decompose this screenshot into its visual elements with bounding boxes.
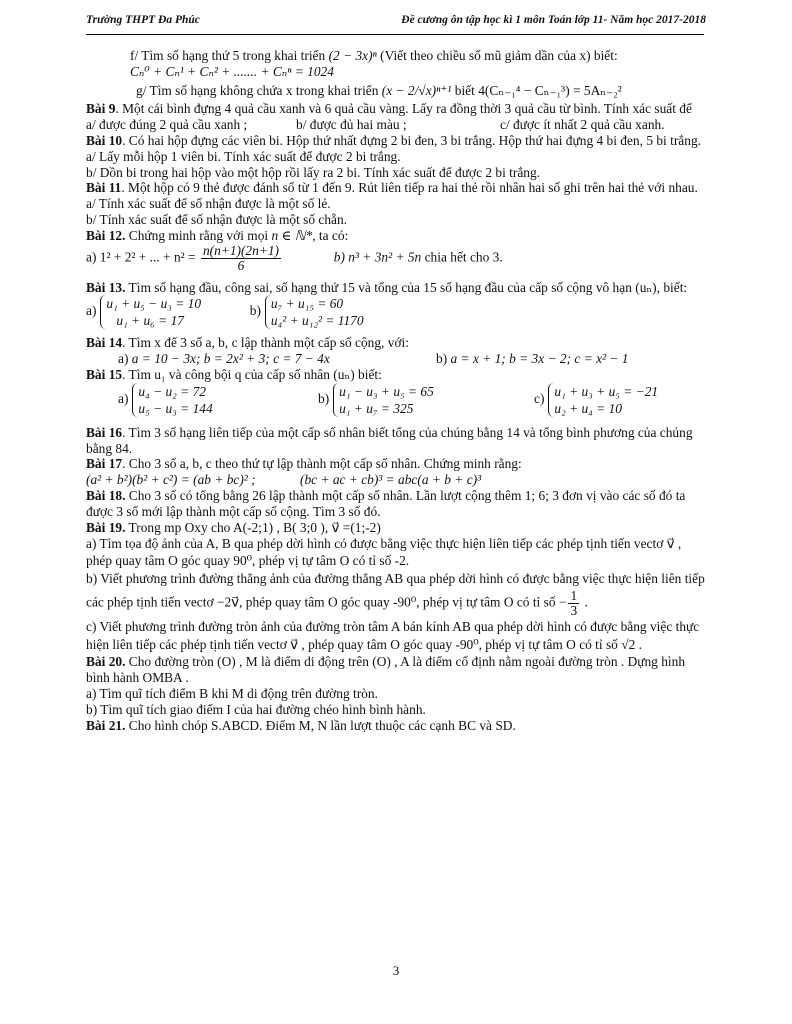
exercise-9 [86,101,708,117]
item-g-tail: biết 4(Cₙ₋₁⁴ − Cₙ₋₁³) = 5Aₙ₋₂² [454,82,622,98]
item-g-expr: (x − 2/√x)ⁿ⁺¹ [381,82,452,98]
exercise-14-a: a = 10 − 3x; b = 2x² + 3; c = 7 − 4x [131,351,330,367]
exercise-19-label: Bài 19. [86,519,126,535]
item-f-tail: (Viết theo chiều số mũ giảm dần của x) biết: [380,48,618,63]
exercise-19-b-fraction [568,589,579,618]
exercise-9-c: c/ được ít nhất 2 quả cầu xanh. [500,117,665,133]
exercise-15-c-system [548,383,658,417]
exercise-13-a-eq1: u₁ + u₅ − u₃ = 10 [106,296,202,312]
exercise-17-eq1: (a² + b²)(b² + c²) = (ab + bc)² ; [86,472,256,488]
exercise-12-tail: , ta có: [312,227,349,243]
exercise-12-b: b) n³ + 3n² + 5n [333,249,422,265]
exercise-14-label: Bài 14 [86,335,123,351]
header-school: Trường THPT Đa Phúc [86,14,200,26]
exercise-14-text: . Tìm x để 3 số a, b, c lập thành một cấp số cộng, với: [122,335,409,351]
header-rule [86,34,704,35]
exercise-19-b: b) Viết phương trình đường thẳng ảnh của đường thẳng AB qua phép dời hình có được bằng việc thực hiện liên tiếp các phép tịnh tiến vectơ −2v⃗, phép quay tâm O góc quay -90⁰, phép vị tự tâm O có tỉ số − $\frac{1}{3}$ . [86,571,705,619]
page-header [86,14,706,26]
exercise-12-parts [86,244,708,280]
exercise-21 [86,718,708,734]
exercise-16-label: Bài 16 [86,424,123,440]
exercise-12-label: Bài 12. [86,227,126,243]
exercise-18 [86,488,708,520]
exercise-13-label: Bài 13. [86,279,126,295]
exercise-17 [86,456,708,472]
exercise-12 [86,228,708,244]
exercise-9-text: . Một cái bình đựng 4 quả cầu xanh và 6 quả cầu vàng. Lấy ra đồng thời 3 quả cầu từ bình. Tính xác suất để [115,101,692,117]
exercise-17-label: Bài 17 [86,456,123,472]
exercise-15-b-system [333,383,434,417]
exercise-19-b-denominator: 3 [570,603,578,619]
exercise-10-label: Bài 10 [86,132,123,148]
exercise-12-set: n ∈ ℕ* [271,227,313,243]
exercise-17-equations [86,472,708,488]
exercise-20-text: Cho đường tròn (O) , M là điểm di động trên (O) , A là điểm cố định nằm ngoài đường tròn . Dựng hình bình hành OMBA . [86,654,686,686]
exercise-13 [86,280,708,296]
exercise-15-label: Bài 15 [86,366,123,382]
exercise-12-a-lhs: a) 1² + 2² + ... + n² = [86,249,196,265]
exercise-12-a-numerator: n(n+1)(2n+1) [202,242,280,258]
exercise-9-options [86,117,708,133]
exercise-10 [86,133,708,149]
exercise-15-a-eq1: u₄ − u₂ = 72 [138,383,206,399]
exercise-19-text: Trong mp Oxy cho A(-2;1) , B( 3;0 ), v⃗ =(1;-2) [128,519,381,535]
exercise-14-b: a = x + 1; b = 3x − 2; c = x² − 1 [450,351,629,367]
exercise-15-c-eq1: u₁ + u₃ + u₅ = −21 [554,383,659,399]
exercise-15-text: . Tìm u₁ và công bội q của cấp số nhân (uₙ) biết: [122,366,382,382]
item-f-text: f/ Tìm số hạng thứ 5 trong khai triển [130,48,326,63]
item-f-expr: (2 − 3x)ⁿ [328,48,377,63]
exercise-13-b-eq1: u₇ + u₁₅ = 60 [270,296,344,312]
exercise-15 [86,367,708,383]
exercise-13-systems: a) u₁ + u₅ − u₃ = 10 u₁ + u₆ = 17 b) u₇ + u₁₅ = 60 u₄² + u₁₂² = 1170 [86,296,364,329]
exercise-14 [86,335,708,351]
exercise-13-b-eq2: u₄² + u₁₂² = 1170 [270,313,364,329]
exercise-21-text: Cho hình chóp S.ABCD. Điểm M, N lần lượt thuộc các cạnh BC và SD. [128,717,516,733]
exercise-19-b-numerator: 1 [570,588,578,604]
exercise-20-a: a) Tìm quĩ tích điểm B khi M di động trên đường tròn. [86,685,378,701]
item-f-condition: Cₙ⁰ + Cₙ¹ + Cₙ² + ....... + Cₙⁿ = 1024 [130,63,334,79]
exercise-13-b-system [265,295,364,329]
exercise-17-eq2: (bc + ac + cb)³ = abc(a + b + c)³ [300,472,482,488]
document-body [86,48,708,733]
exercise-11 [86,180,708,196]
exercise-18-label: Bài 18. [86,487,126,503]
exercise-16-text: . Tìm 3 số hạng liên tiếp của một cấp số nhân biết tổng của chúng bằng 14 và tổng bình phương của chúng bằng 84. [86,424,693,456]
exercise-12-text: Chứng minh rằng với mọi [128,227,269,243]
exercise-15-systems: a) u₄ − u₂ = 72 u₅ − u₃ = 144b) u₁ − u₃ + u₅ = 65 u₁ + u₇ = 325c) u₁ + u₃ + u₅ = −21 u₂ + u₄ = 10 [118,383,659,416]
item-f [86,48,708,64]
exercise-19 [86,520,708,536]
exercise-12-a-fraction [201,244,281,273]
exercise-20-label: Bài 20. [86,654,126,670]
exercise-21-label: Bài 21. [86,717,126,733]
exercise-15-b-eq2: u₁ + u₇ = 325 [339,400,414,416]
item-g [86,83,708,99]
exercise-10-text: . Có hai hộp đựng các viên bi. Hộp thứ nhất đựng 2 bi đen, 3 bi trắng. Hộp thứ hai đựng 4 bi đen, 5 bi trắng. [122,132,701,148]
exercise-12-a-denominator: 6 [237,257,245,273]
exercise-11-b: b/ Tính xác suất để số nhận được là một số chẵn. [86,211,348,227]
exercise-15-a-eq2: u₅ − u₃ = 144 [138,400,213,416]
page-number: 3 [392,963,400,978]
exercise-9-b: b/ được đủ hai màu ; [296,117,407,133]
exercise-16 [86,425,708,457]
exercise-10-a: a/ Lấy mỗi hộp 1 viên bi. Tính xác suất để được 2 bi trắng. [86,148,401,164]
exercise-12-b-tail: chia hết cho 3. [424,249,503,265]
exercise-10-b: b/ Dồn bi trong hai hộp vào một hộp rồi lấy ra 2 bi. Tính xác suất để được 2 bi trắng. [86,164,541,180]
exercise-11-text: . Một hộp có 9 thẻ được đánh số từ 1 đến 9. Rút liên tiếp ra hai thẻ rồi nhân hai số ghi trên hai thẻ với nhau. [121,180,698,196]
exercise-19-c: c) Viết phương trình đường tròn ảnh của đường tròn tâm A bán kính AB qua phép dời hình có được bằng việc thực hiện liên tiếp các phép tịnh tiến vectơ v⃗ , phép quay tâm O góc quay -90⁰, phép vị tự tâm O có tỉ số √2 . [86,619,700,653]
exercise-18-text: Cho 3 số có tổng bằng 26 lập thành một cấp số nhân. Lần lượt cộng thêm 1; 6; 3 đơn vị vào các số đó ta được 3 số mới lập thành một cấp số cộng. Tìm 3 số đó. [86,487,686,519]
exercise-13-text: Tìm số hạng đầu, công sai, số hạng thứ 15 và tổng của 15 số hạng đầu của cấp số cộng vô hạn (uₙ), biết: [128,279,688,295]
exercise-11-a: a/ Tính xác suất để số nhận được là một số lẻ. [86,196,331,212]
exercise-9-a: a/ được đúng 2 quả cầu xanh ; [86,117,248,133]
item-g-text: g/ Tìm số hạng không chứa x trong khai triển [136,82,379,98]
exercise-13-a-system [100,295,201,329]
exercise-15-b-eq1: u₁ − u₃ + u₅ = 65 [339,383,434,399]
exercise-19-a: a) Tìm tọa độ ảnh của A, B qua phép dời hình có được bằng việc thực hiện liên tiếp các phép tịnh tiến vectơ v⃗ , phép quay tâm O góc quay 90⁰, phép vị tự tâm O có tỉ số -2. [86,536,682,569]
exercise-19-b-text: b) Viết phương trình đường thẳng ảnh của đường thẳng AB qua phép dời hình có được bằng việc thực hiện liên tiếp các phép tịnh tiến vectơ −2v⃗, phép quay tâm O góc quay -90⁰, phép vị tự tâm O có tỉ số [86,571,705,610]
exercise-9-label: Bài 9 [86,101,116,117]
exercise-14-parts: a) a = 10 − 3x; b = 2x² + 3; c = 7 − 4x b) a = x + 1; b = 3x − 2; c = x² − 1 [118,351,629,367]
exercise-13-a-eq2: u₁ + u₆ = 17 [116,313,184,329]
exercise-15-a-system [132,383,212,417]
exercise-11-label: Bài 11 [86,180,122,196]
header-title: Đề cương ôn tập học kì 1 môn Toán lớp 11- Năm học 2017-2018 [401,14,706,26]
exercise-20 [86,654,708,686]
exercise-17-text: . Cho 3 số a, b, c theo thứ tự lập thành một cấp số nhân. Chứng minh rằng: [122,456,522,472]
exercise-20-b: b) Tìm quĩ tích giao điểm I của hai đường chéo hình bình hành. [86,701,426,717]
exercise-15-c-eq2: u₂ + u₄ = 10 [554,400,622,416]
